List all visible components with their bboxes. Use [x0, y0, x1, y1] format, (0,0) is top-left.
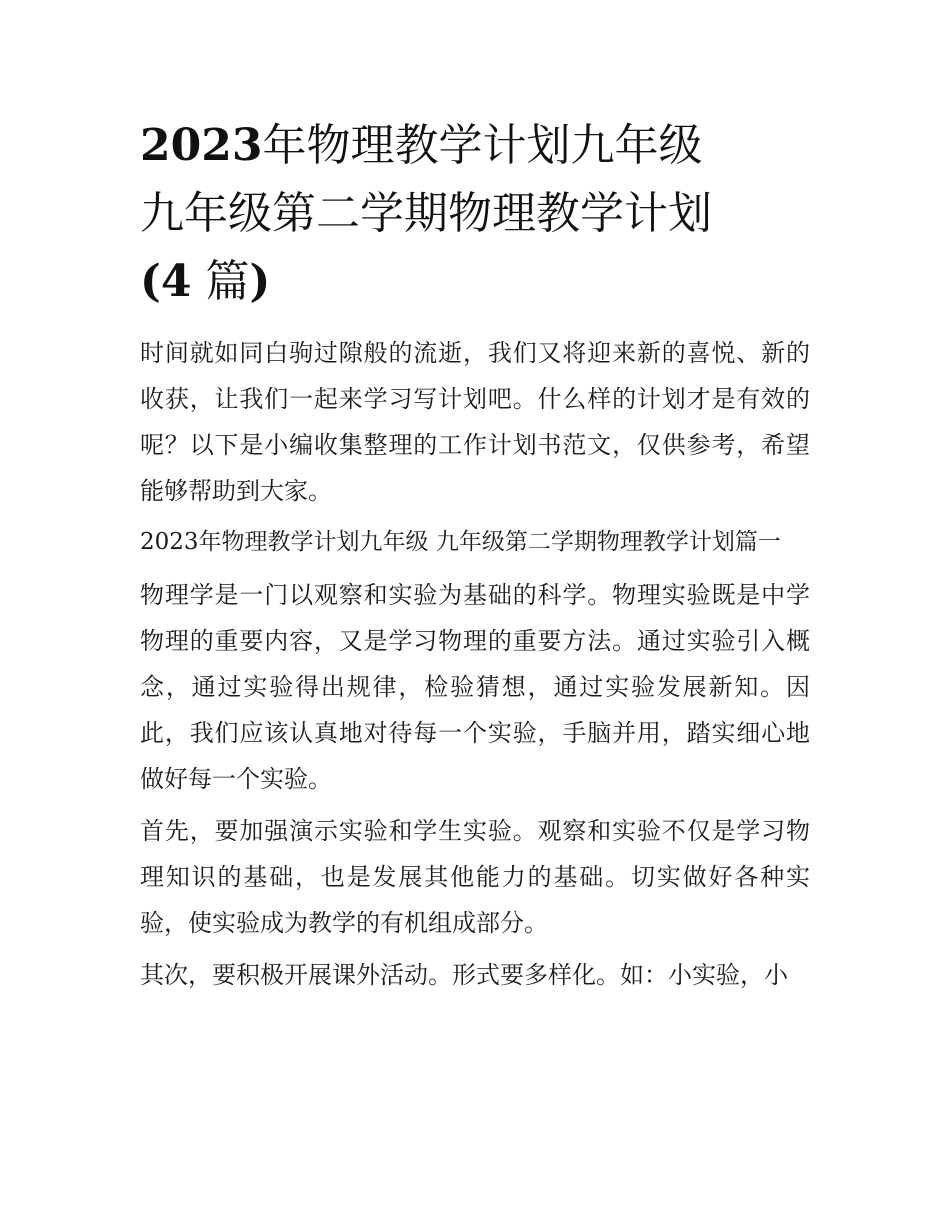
intro-paragraph: 时间就如同白驹过隙般的流逝，我们又将迎来新的喜悦、新的收获，让我们一起来学习写计划吧。什么样的计划才是有效的呢？以下是小编收集整理的工作计划书范文，仅供参考，希望能够帮助到大家。 — [140, 339, 810, 505]
title-count-close: ) — [249, 256, 271, 307]
section-heading: 2023年物理教学计划九年级 九年级第二学期物理教学计划篇一 — [140, 529, 781, 555]
body-paragraph-3: 其次，要积极开展课外活动。形式要多样化。如：小实验，小 — [140, 961, 788, 989]
title-count-unit: 篇 — [205, 256, 250, 307]
document-title — [140, 112, 810, 316]
title-count-open: (4 — [140, 256, 192, 307]
title-line2-text: 九年级第二学期物理教学计划 — [140, 188, 712, 239]
body-paragraph-2: 首先，要加强演示实验和学生实验。观察和实验不仅是学习物理知识的基础，也是发展其他能力的基础。切实做好各种实验，使实验成为教学的有机组成部分。 — [140, 817, 810, 937]
body-paragraph-1: 物理学是一门以观察和实验为基础的科学。物理实验既是中学物理的重要内容，又是学习物理的重要方法。通过实验引入概念，通过实验得出规律，检验猜想，通过实验发展新知。因此，我们应该认真地对待每一个实验，手脑并用，踏实细心地做好每一个实验。 — [140, 581, 810, 793]
title-line1-text: 年物理教学计划九年级 — [262, 120, 703, 171]
title-year: 2023 — [140, 120, 263, 171]
